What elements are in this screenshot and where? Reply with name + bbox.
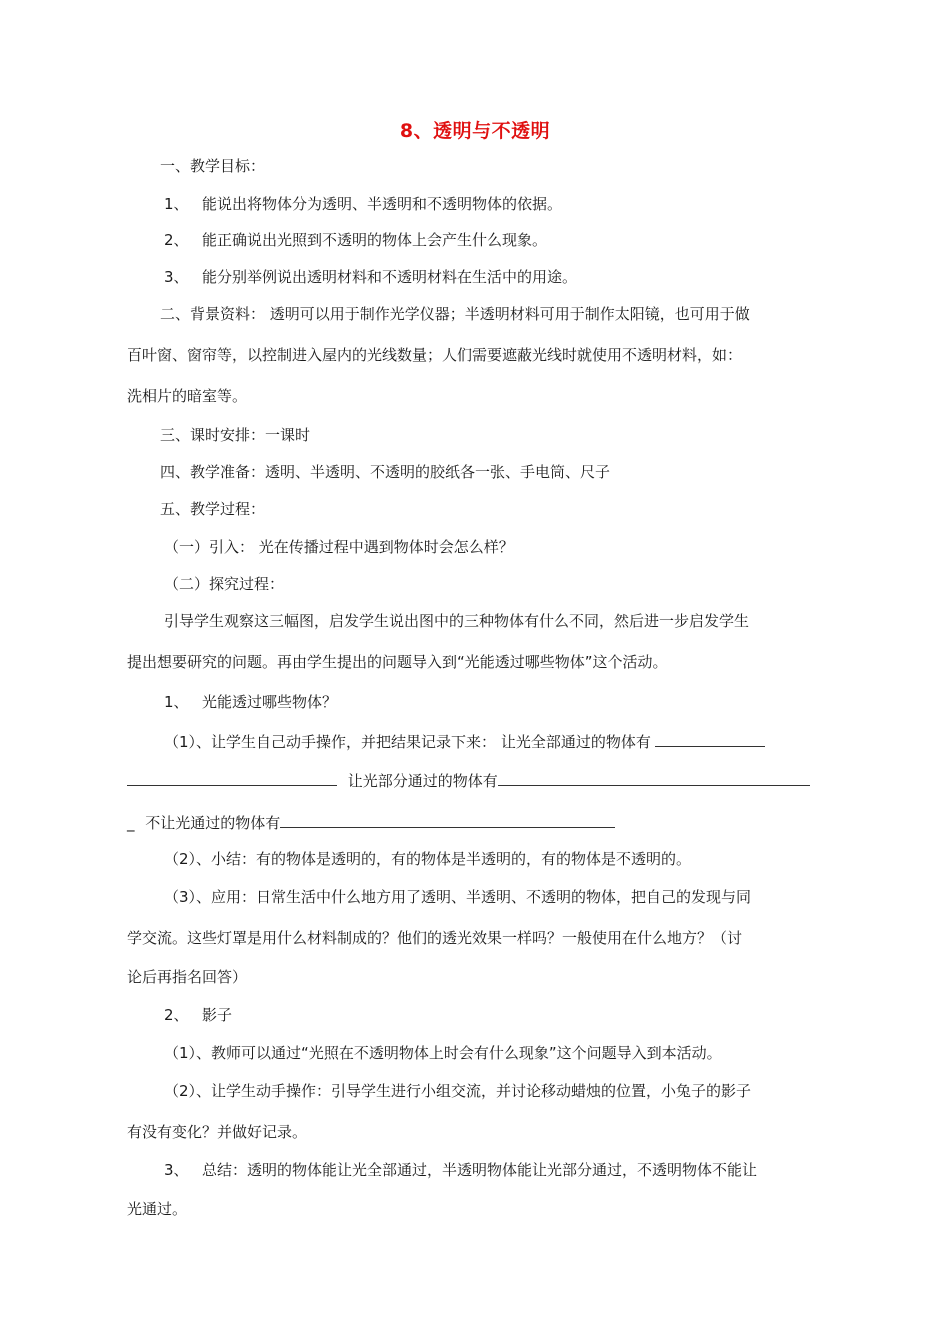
fill-blank-partial[interactable] <box>498 769 810 786</box>
item-3-line-2: 光通过。 <box>127 1200 188 1218</box>
schedule-line: 三、课时安排：一课时 <box>160 426 311 444</box>
item-number: 1、 <box>164 693 189 711</box>
goal-number: 1、 <box>164 195 189 213</box>
process-heading: 五、教学过程： <box>160 500 266 518</box>
goal-number: 2、 <box>164 231 189 249</box>
item-2-2-line-1: （2）、让学生动手操作：引导学生进行小组交流，并讨论移动蜡烛的位置，小兔子的影子 <box>164 1082 752 1100</box>
item-1 <box>164 692 864 712</box>
item-2-2-line-2: 有没有变化？并做好记录。 <box>127 1123 308 1141</box>
goal-number: 3、 <box>164 268 189 286</box>
explore-paragraph-line-2: 提出想要研究的问题。再由学生提出的问题导入到“光能透过哪些物体”这个活动。 <box>127 653 668 671</box>
item-text: 影子 <box>202 1006 233 1024</box>
goal-item-3 <box>164 267 864 287</box>
goal-item-1 <box>164 194 864 214</box>
prep-line: 四、教学准备：透明、半透明、不透明的胶纸各一张、手电筒、尺子 <box>160 463 611 481</box>
item-1-2-line: （2）、小结：有的物体是透明的，有的物体是半透明的，有的物体是不透明的。 <box>164 850 692 868</box>
item-1-3-line-3: 论后再指名回答） <box>127 968 248 986</box>
item-2-1-line: （1）、教师可以通过“光照在不透明物体上时会有什么现象”这个问题导入到本活动。 <box>164 1044 722 1062</box>
item-number: 3、 <box>164 1161 189 1179</box>
goal-item-2 <box>164 230 864 250</box>
fill-blank-full[interactable] <box>655 730 765 747</box>
item-1-3-line-1: （3）、应用：日常生活中什么地方用了透明、半透明、不透明的物体，把自己的发现与同 <box>164 888 752 906</box>
item-text: 总结：透明的物体能让光全部通过，半透明物体能让光部分通过，不透明物体不能让 <box>202 1161 758 1179</box>
item-1-1-line <box>164 730 864 752</box>
fill-blank-none[interactable] <box>280 811 615 828</box>
background-line-3: 洗相片的暗室等。 <box>127 387 248 405</box>
item-1-1-text: （1）、让学生自己动手操作，并把结果记录下来： 让光全部通过的物体有 <box>164 733 651 751</box>
explore-paragraph-line-1: 引导学生观察这三幅图，启发学生说出图中的三种物体有什么不同，然后进一步启发学生 <box>164 612 750 630</box>
document-title: 8、透明与不透明 <box>399 120 551 142</box>
goal-text: 能说出将物体分为透明、半透明和不透明物体的依据。 <box>202 195 563 213</box>
blank-prefix: _ <box>127 814 135 832</box>
goal-text: 能分别举例说出透明材料和不透明材料在生活中的用途。 <box>202 268 578 286</box>
item-1-3-line-2: 学交流。这些灯罩是用什么材料制成的？他们的透光效果一样吗？一般使用在什么地方？（讨 <box>127 929 743 947</box>
item-number: 2、 <box>164 1006 189 1024</box>
background-line-1: 二、背景资料： 透明可以用于制作光学仪器；半透明材料可用于制作太阳镜，也可用于做 <box>160 305 750 323</box>
explore-heading: （二）探究过程： <box>164 575 285 593</box>
fill-blank-full-cont[interactable] <box>127 769 337 786</box>
item-2 <box>164 1005 864 1025</box>
goal-text: 能正确说出光照到不透明的物体上会产生什么现象。 <box>202 231 548 249</box>
intro-line: （一）引入： 光在传播过程中遇到物体时会怎么样？ <box>164 538 514 556</box>
item-1-1b-text: 让光部分通过的物体有 <box>347 772 498 790</box>
item-text: 光能透过哪些物体？ <box>202 693 338 711</box>
item-1-1b-line <box>127 769 827 791</box>
background-line-2: 百叶窗、窗帘等，以控制进入屋内的光线数量；人们需要遮蔽光线时就使用不透明材料，如： <box>127 346 743 364</box>
item-1-1c-line <box>127 811 827 833</box>
goals-heading: 一、教学目标： <box>160 157 266 175</box>
item-3 <box>164 1160 864 1180</box>
item-1-1c-text: 不让光通过的物体有 <box>145 814 281 832</box>
